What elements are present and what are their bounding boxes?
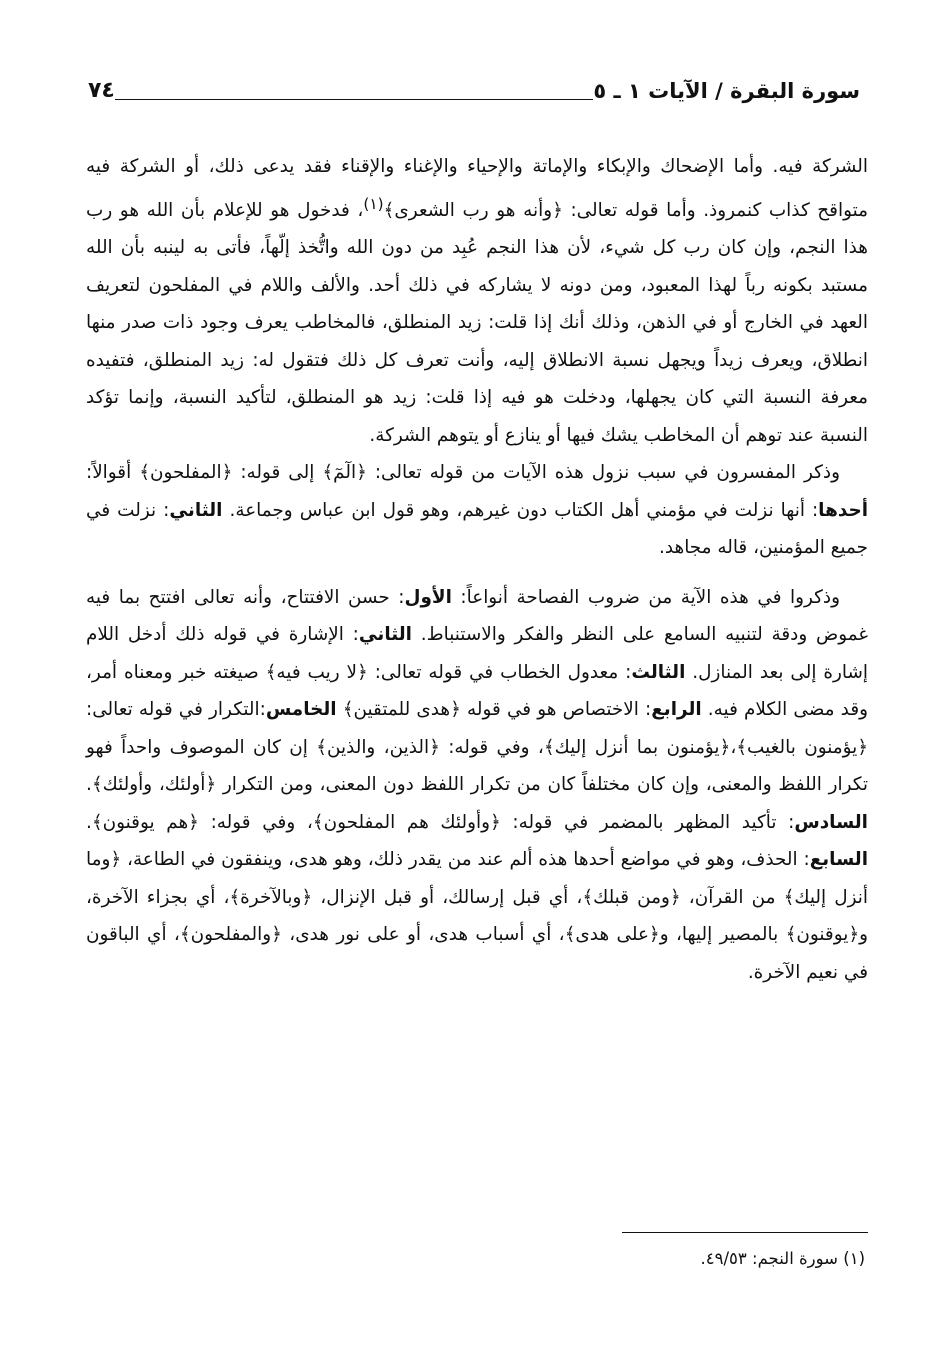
footnote-marker: (١) <box>363 194 384 213</box>
text-run: الشركة فيه. وأما الإضحاك والإبكاء والإماتة والإحياء والإغناء والإقناء فقد يدعى ذلك، أو الشركة فيه متواقح كذاب كنمروذ. وأما قوله تعالى: ﴿وأنه هو رب الشعرى﴾ <box>86 156 868 221</box>
text-run: : تأكيد المظهر بالمضمر في قوله: ﴿وأولئك هم المفلحون﴾، وفي قوله: ﴿هم يوقنون﴾. <box>86 811 795 833</box>
bold-term: الثاني <box>169 499 223 521</box>
text-run: : حسن الافتتاح، وأنه تعالى افتتح بما فيه غموض ودقة لتنبيه السامع على النظر والفكر والاستنباط. <box>86 586 868 646</box>
bold-term: الرابع <box>651 699 702 721</box>
text-run: : أنها نزلت في مؤمني أهل الكتاب دون غيرهم، وهو قول ابن عباس وجماعة. <box>222 499 819 521</box>
text-run: :التكرار في قوله تعالى:﴿يؤمنون بالغيب﴾،﴿يؤمنون بما أنزل إليك﴾، وفي قوله: ﴿الذين، والذين﴾ إن كان الموصوف واحداً فهو تكرار اللفظ والمعنى، وإن كان مختلفاً كان من تكرار اللفظ دون المعنى، ومن التكرار ﴿أولئك، وأولئك﴾. <box>86 699 868 796</box>
paragraph <box>86 148 868 454</box>
page-number: ٧٤ <box>88 78 115 103</box>
header-rule <box>115 99 594 100</box>
bold-term: الأول <box>404 586 452 608</box>
paragraph <box>86 579 868 992</box>
bold-term: أحدها <box>818 499 869 521</box>
text-run: : الحذف، وهو في مواضع أحدها هذه ألم عند من يقدر ذلك، وهو هدى، وينفقون في الطاعة، ﴿وما أنزل إليك﴾ من القرآن، ﴿ومن قبلك﴾، أي قبل إرسالك، أو قبل الإنزال، ﴿وبالآخرة﴾، أي بجزاء الآخرة، و﴿يوقنون﴾ بالمصير إليها، و﴿على هدى﴾، أي أسباب هدى، أو على نور هدى، ﴿والمفلحون﴾، أي الباقون في نعيم الآخرة. <box>86 849 868 983</box>
main-text <box>86 148 868 991</box>
footnote-rule <box>622 1232 868 1233</box>
running-title: سورة البقرة / الآيات ١ ـ ٥ <box>593 79 860 103</box>
bold-term: السابع <box>809 849 868 871</box>
text-run: ، فدخول هو للإعلام بأن الله هو رب هذا النجم، وإن كان رب كل شيء، لأن هذا النجم عُبِد من دون الله واتُّخذ إلّهاً، فأتى به لينبه بأن الله مستبد بكونه رباً لهذا المعبود، ومن دونه لا يشاركه في ذلك أحد. والألف واللام في المفلحون لتعريف العهد في الخارج أو في الذهن، وذلك أنك إذا قلت: زيد المنطلق، فالمخاطب يعرف وجود ذات صدر منها انطلاق، ويعرف زيداً ويجهل نسبة الانطلاق إليه، وأنت تعرف كل ذلك فتقول له: زيد المنطلق، فتفيده معرفة النسبة التي كان يجهلها، ودخلت هو فيه إذا قلت: زيد هو المنطلق، لتأكيد النسبة، وإنما تؤكد النسبة عند توهم أن المخاطب يشك فيها أو ينازع أو يتوهم الشركة. <box>86 199 868 446</box>
paragraph <box>86 454 868 567</box>
bold-term: الثالث <box>631 661 686 683</box>
text-run: : نزلت في جميع المؤمنين، قاله مجاهد. <box>86 499 868 559</box>
text-run: : الاختصاص هو في قوله ﴿هدى للمتقين﴾ <box>336 699 652 721</box>
text-run: وذكروا في هذه الآية من ضروب الفصاحة أنواعاً: <box>451 586 840 608</box>
bold-term: الثاني <box>358 624 412 646</box>
text-run: وذكر المفسرون في سبب نزول هذه الآيات من قوله تعالى: ﴿الٓمٓ﴾ إلى قوله: ﴿المفلحون﴾ أقوالاً: <box>86 462 840 484</box>
bold-term: السادس <box>794 811 868 833</box>
page-header <box>82 66 868 106</box>
footnote: (١) سورة النجم: ٤٩/٥٣. <box>700 1249 865 1268</box>
bold-term: الخامس <box>265 699 337 721</box>
text-run: : الإشارة في قوله ذلك أدخل اللام إشارة إلى بعد المنازل. <box>86 624 868 683</box>
text-run: : معدول الخطاب في قوله تعالى: ﴿لا ريب فيه﴾ صيغته خبر ومعناه أمر، وقد مضى الكلام فيه. <box>86 661 868 721</box>
